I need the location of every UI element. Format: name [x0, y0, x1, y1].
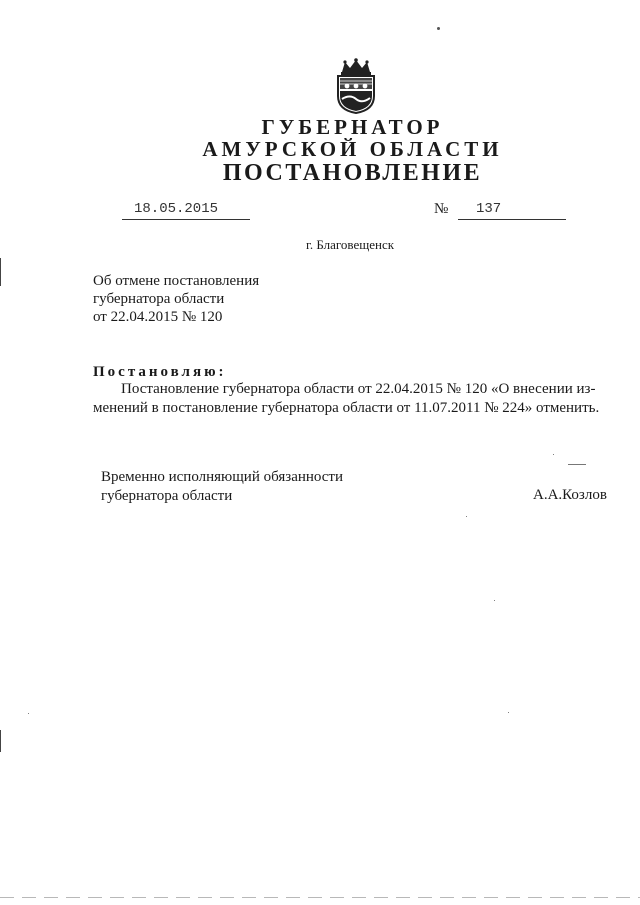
body-line: менений в постановление губернатора области от 11.07.2011 № 224» отменить. — [93, 400, 600, 416]
scan-speck — [508, 712, 509, 713]
scan-speck — [553, 454, 554, 455]
signatory-name: А.А.Козлов — [533, 487, 607, 503]
position-line: губернатора области — [101, 488, 233, 504]
document-body — [93, 380, 613, 418]
subject-line: губернатора области — [93, 291, 225, 307]
subject-line: Об отмене постановления — [93, 273, 260, 289]
coat-of-arms-icon — [332, 58, 380, 114]
number-underline — [458, 202, 566, 220]
scan-speck — [437, 27, 440, 30]
number-sign: № — [434, 201, 449, 217]
scan-edge-mark — [0, 258, 1, 286]
document-type-title: ПОСТАНОВЛЕНИЕ — [222, 160, 483, 186]
document-subject — [93, 272, 259, 326]
document-number: 137 — [476, 201, 502, 217]
signatory-position — [101, 468, 343, 506]
scan-edge-mark — [0, 730, 1, 752]
scan-speck — [494, 600, 495, 601]
issue-city: г. Благовещенск — [305, 237, 395, 252]
signature-mark — [568, 464, 586, 465]
scan-bottom-edge — [0, 897, 640, 898]
resolve-label: Постановляю: — [93, 364, 227, 380]
subject-line: от 22.04.2015 № 120 — [93, 309, 223, 325]
document-date: 18.05.2015 — [134, 201, 219, 217]
scan-speck — [466, 516, 467, 517]
position-line: Временно исполняющий обязанности — [101, 469, 344, 485]
body-line: Постановление губернатора области от 22.04.2015 № 120 «О внесении из- — [121, 381, 596, 397]
scan-speck — [28, 713, 29, 714]
issuer-title: ГУБЕРНАТОР — [261, 115, 444, 139]
region-title: АМУРСКОЙ ОБЛАСТИ — [202, 137, 503, 161]
